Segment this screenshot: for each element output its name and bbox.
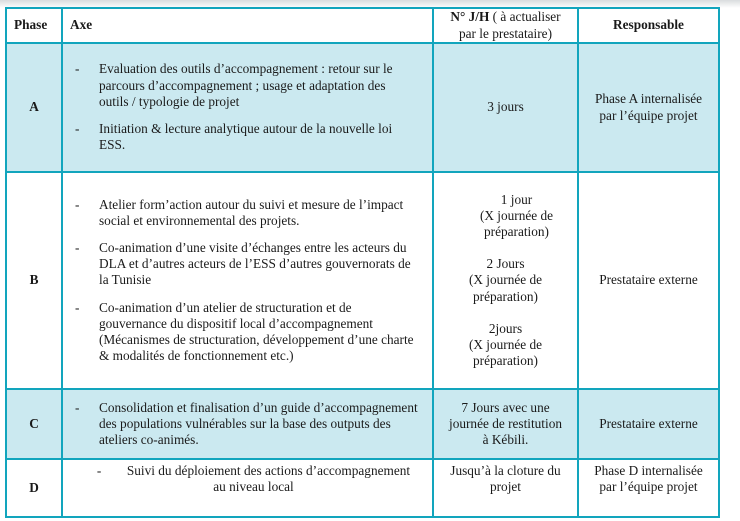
jh-line: journée de restitution bbox=[449, 415, 562, 431]
responsable-cell bbox=[578, 459, 719, 517]
axe-item bbox=[75, 300, 418, 365]
phase-cell: B bbox=[6, 172, 62, 389]
axe-item-text: Evaluation des outils d’accompagnement : retour sur le parcours d’accompagnement ; usage et adaptation des outils / typologie de projet bbox=[99, 61, 393, 109]
jh-days: 2jours bbox=[488, 320, 523, 336]
axe-cell bbox=[62, 459, 433, 517]
axe-list bbox=[63, 61, 432, 153]
table-row-phase-d bbox=[6, 459, 719, 517]
dash-bullet-icon: - bbox=[75, 196, 80, 212]
table-row-phase-b bbox=[6, 172, 719, 389]
axe-item bbox=[75, 197, 418, 229]
dash-bullet-icon: - bbox=[75, 121, 80, 137]
jh-block bbox=[434, 321, 577, 370]
axe-item bbox=[63, 463, 432, 495]
responsable-cell: Prestataire externe bbox=[578, 389, 719, 459]
axe-list bbox=[63, 197, 432, 365]
header-axe: Axe bbox=[62, 8, 433, 43]
responsable-cell: Prestataire externe bbox=[578, 172, 719, 389]
header-jh bbox=[433, 8, 578, 43]
jh-note: préparation) bbox=[484, 223, 549, 239]
axe-item-text: Initiation & lecture analytique autour de la nouvelle loi ESS. bbox=[99, 121, 393, 153]
header-responsable: Responsable bbox=[578, 8, 719, 43]
axe-item bbox=[75, 240, 418, 289]
header-jh-note-1: ( à actualiser bbox=[489, 9, 561, 25]
dash-bullet-icon: - bbox=[75, 399, 80, 415]
jh-line: 7 Jours avec une bbox=[461, 399, 550, 415]
header-phase: Phase bbox=[6, 8, 62, 43]
axe-item bbox=[75, 400, 418, 449]
table-row-phase-a bbox=[6, 43, 719, 172]
axe-cell bbox=[62, 389, 433, 459]
jh-days: 2 Jours bbox=[486, 256, 525, 272]
axe-item-text: Consolidation et finalisation d’un guide d’accompagnement des populations vulnérables sur la base des outputs des ateliers co-animés. bbox=[99, 399, 418, 448]
jh-block bbox=[434, 256, 577, 305]
phase-cell: C bbox=[6, 389, 62, 459]
jh-cell: 3 jours bbox=[433, 43, 578, 172]
table-header-row bbox=[6, 8, 719, 43]
jh-note: (X journée de bbox=[468, 337, 543, 352]
axe-cell bbox=[62, 172, 433, 389]
jh-line: à Kébili. bbox=[482, 432, 529, 448]
axe-item bbox=[75, 121, 418, 153]
phase-cell: A bbox=[6, 43, 62, 172]
axe-item-text: au niveau local bbox=[213, 479, 294, 495]
dash-bullet-icon: - bbox=[75, 61, 80, 77]
axe-item bbox=[75, 61, 418, 110]
jh-note: préparation) bbox=[473, 288, 538, 304]
responsable-text: Phase A internalisée par l’équipe projet bbox=[594, 91, 703, 123]
jh-cell bbox=[433, 459, 578, 517]
jh-line: projet bbox=[489, 479, 521, 495]
header-jh-note-2: par le prestataire) bbox=[458, 25, 553, 41]
jh-days: 1 jour bbox=[500, 191, 533, 207]
responsable-cell bbox=[578, 43, 719, 172]
axe-item-text: Co-animation d’une visite d’échanges entre les acteurs du DLA et d’autres acteurs de l’ESS d’autres gouvernorats de la Tunisie bbox=[99, 239, 411, 288]
axe-item-text: Suivi du déploiement des actions d’accompagnement bbox=[126, 463, 411, 478]
jh-note: (X journée de bbox=[468, 272, 543, 288]
dash-bullet-icon: - bbox=[96, 463, 102, 478]
header-jh-bold: N° J/H bbox=[450, 9, 490, 25]
responsable-line: Phase D internalisée bbox=[594, 463, 703, 478]
jh-note: (X journée de bbox=[479, 207, 554, 223]
jh-block bbox=[434, 192, 577, 241]
jh-note: préparation) bbox=[473, 353, 538, 369]
dash-bullet-icon: - bbox=[75, 239, 80, 255]
jh-cell bbox=[433, 172, 578, 389]
phase-cell: D bbox=[6, 459, 62, 517]
jh-line: Jusqu’à la cloture du bbox=[450, 463, 561, 478]
jh-cell bbox=[433, 389, 578, 459]
table-row-phase-c bbox=[6, 389, 719, 459]
axe-cell bbox=[62, 43, 433, 172]
axe-item-text: Atelier form’action autour du suivi et mesure de l’impact social et environnemental des projets. bbox=[99, 196, 404, 228]
responsable-line: par l’équipe projet bbox=[599, 479, 698, 495]
axe-list bbox=[63, 400, 432, 449]
phase-table bbox=[5, 7, 720, 518]
dash-bullet-icon: - bbox=[75, 299, 80, 315]
axe-item-text: Co-animation d’un atelier de structuration et de gouvernance du dispositif local d’accompagnement (Mécanismes de structuration, développement d’une charte & modalités de fonctionnement etc.) bbox=[99, 299, 414, 364]
